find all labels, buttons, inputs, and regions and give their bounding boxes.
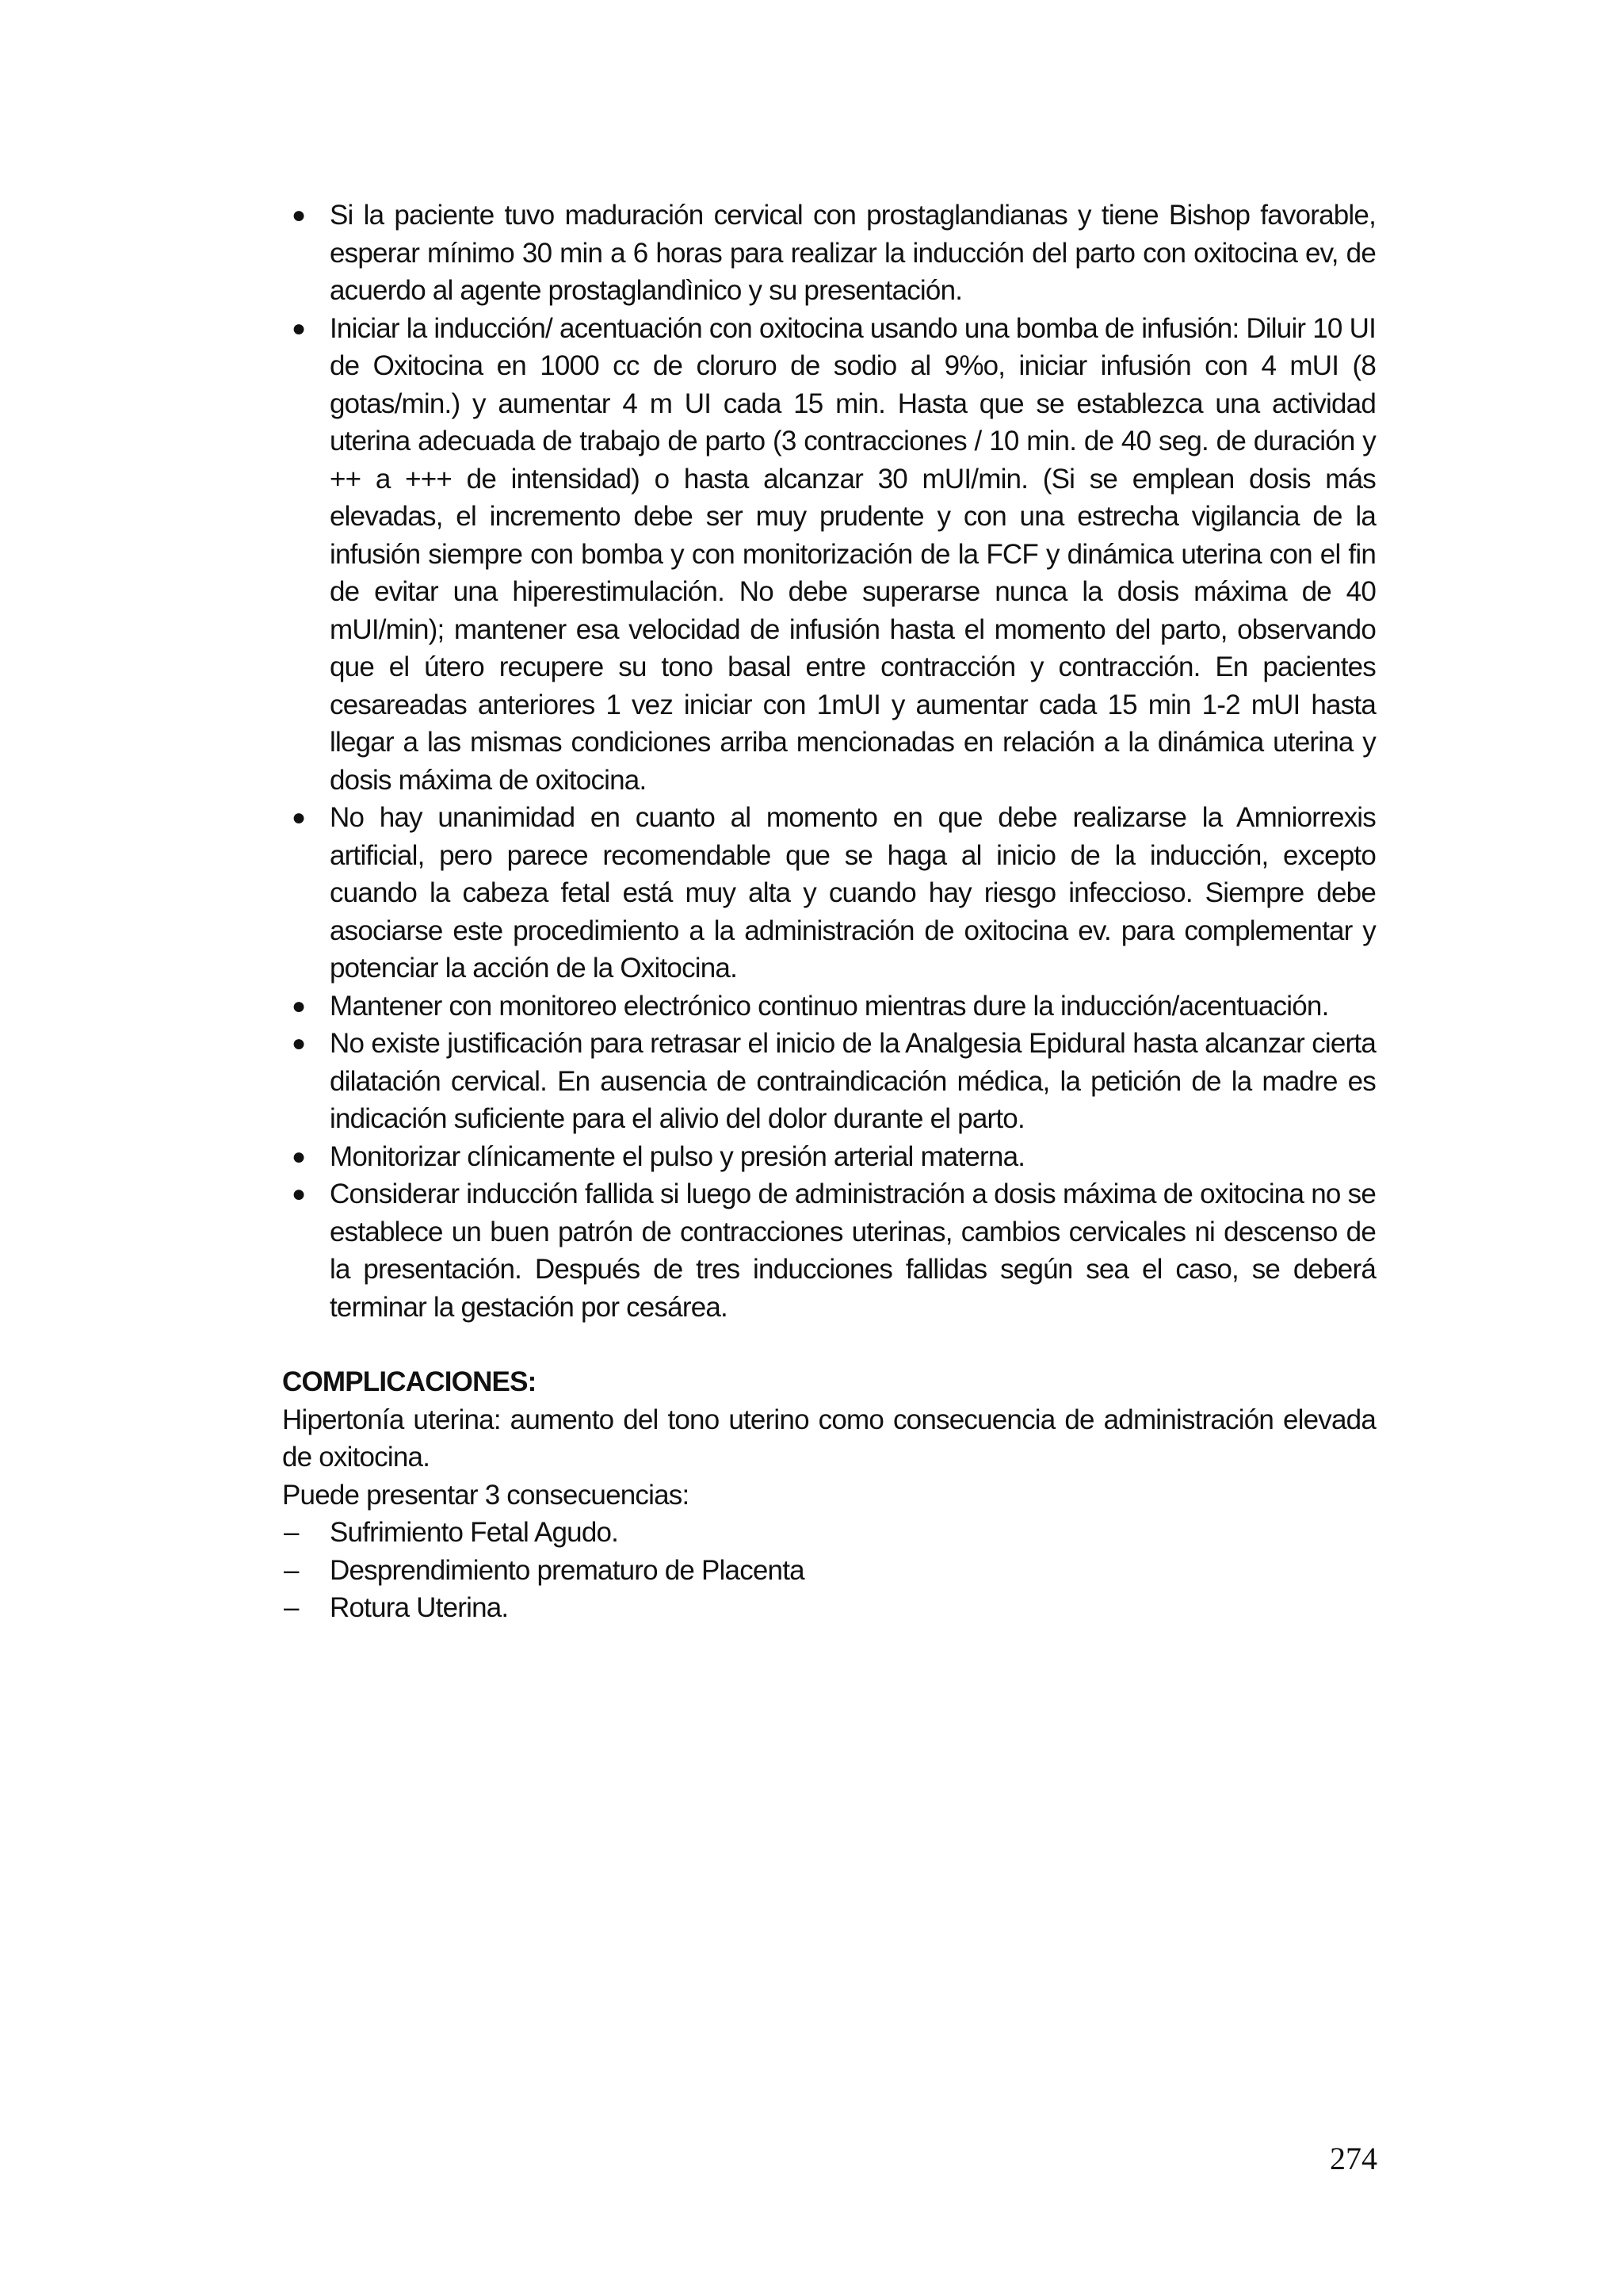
page-content — [282, 197, 1376, 1627]
bullet-item-maduracion-cervical — [282, 197, 1376, 310]
bullet-text: Si la paciente tuvo maduración cervical con prostaglandianas y tiene Bishop favorable, esperar mínimo 30 min a 6 horas para realizar la inducción del parto con oxitocina ev, de acuerdo al agente prostaglandìnico y su presentación. — [330, 200, 1376, 306]
consecuencia-item — [282, 1552, 1376, 1590]
consecuencia-text: Desprendimiento prematuro de Placenta — [330, 1554, 804, 1586]
hipertonia-paragraph: Hipertonía uterina: aumento del tono uterino como consecuencia de administración elevada de oxitocina. — [282, 1404, 1376, 1473]
bullet-dot-icon: ● — [292, 315, 306, 342]
bullet-dot-icon: ● — [292, 992, 306, 1019]
dash-icon: – — [284, 1554, 299, 1586]
consecuencia-item — [282, 1589, 1376, 1627]
consecuencia-text: Rotura Uterina. — [330, 1592, 509, 1623]
bullet-dot-icon: ● — [292, 804, 306, 831]
bullet-item-analgesia-epidural — [282, 1025, 1376, 1138]
bullet-item-induccion-fallida — [282, 1175, 1376, 1326]
bullet-text: No hay unanimidad en cuanto al momento en que debe realizarse la Amniorrexis artificial, pero parece recomendable que se haga al inicio de la inducción, excepto cuando la cabeza fetal está muy alta y cuando hay riesgo infeccioso. Siempre debe asociarse este procedimiento a la administración de oxitocina ev. para complementar y potenciar la acción de la Oxitocina. — [330, 802, 1376, 984]
bullet-text: Considerar inducción fallida si luego de administración a dosis máxima de oxitocina no se establece un buen patrón de contracciones uterinas, cambios cervicales ni descenso de la presentación. Después de tres inducciones fallidas según sea el caso, se deberá terminar la gestación por cesárea. — [330, 1179, 1376, 1323]
dash-icon: – — [284, 1517, 299, 1548]
bullet-text: No existe justificación para retrasar el inicio de la Analgesia Epidural hasta alcanzar cierta dilatación cervical. En ausencia de contraindicación médica, la petición de la madre es indicación suficiente para el alivio del dolor durante el parto. — [330, 1028, 1376, 1134]
bullet-text: Mantener con monitoreo electrónico continuo mientras dure la inducción/acentuación. — [330, 990, 1329, 1022]
bullet-item-inicio-induccion — [282, 310, 1376, 800]
bullet-text: Iniciar la inducción/ acentuación con oxitocina usando una bomba de infusión: Diluir 10 UI de Oxitocina en 1000 cc de cloruro de sodio al 9%o, iniciar infusión con 4 mUI (8 gotas/min.) y aumentar 4 m UI cada 15 min. Hasta que se establezca una actividad uterina adecuada de trabajo de parto (3 contracciones / 10 min. de 40 seg. de duración y ++ a +++ de intensidad) o hasta alcanzar 30 mUI/min. (Si se emplean dosis más elevadas, el incremento debe ser muy prudente y con una estrecha vigilancia de la infusión siempre con bomba y con monitorización de la FCF y dinámica uterina con el fin de evitar una hiperestimulación. No debe superarse nunca la dosis máxima de 40 mUI/min); mantener esa velocidad de infusión hasta el momento del parto, observando que el útero recupere su tono basal entre contracción y contracción. En pacientes cesareadas anteriores 1 vez iniciar con 1mUI y aumentar cada 15 min 1-2 mUI hasta llegar a las mismas condiciones arriba mencionadas en relación a la dinámica uterina y dosis máxima de oxitocina. — [330, 312, 1376, 796]
bullet-list — [282, 197, 1376, 1326]
page-number: 274 — [1330, 2141, 1377, 2176]
consecuencia-item — [282, 1514, 1376, 1552]
bullet-dot-icon: ● — [292, 1030, 306, 1056]
bullet-dot-icon: ● — [292, 1181, 306, 1207]
bullet-text: Monitorizar clínicamente el pulso y presión arterial materna. — [330, 1140, 1025, 1172]
bullet-item-pulso-presion — [282, 1138, 1376, 1176]
complicaciones-heading: COMPLICACIONES: — [282, 1366, 537, 1397]
consecuencia-text: Sufrimiento Fetal Agudo. — [330, 1517, 619, 1548]
consecuencias-list — [282, 1514, 1376, 1627]
bullet-dot-icon: ● — [292, 1143, 306, 1170]
bullet-item-amniorrexis — [282, 799, 1376, 988]
bullet-item-monitoreo-electronico — [282, 988, 1376, 1026]
dash-icon: – — [284, 1592, 299, 1623]
consecuencias-intro: Puede presentar 3 consecuencias: — [282, 1479, 689, 1511]
bullet-dot-icon: ● — [292, 202, 306, 228]
